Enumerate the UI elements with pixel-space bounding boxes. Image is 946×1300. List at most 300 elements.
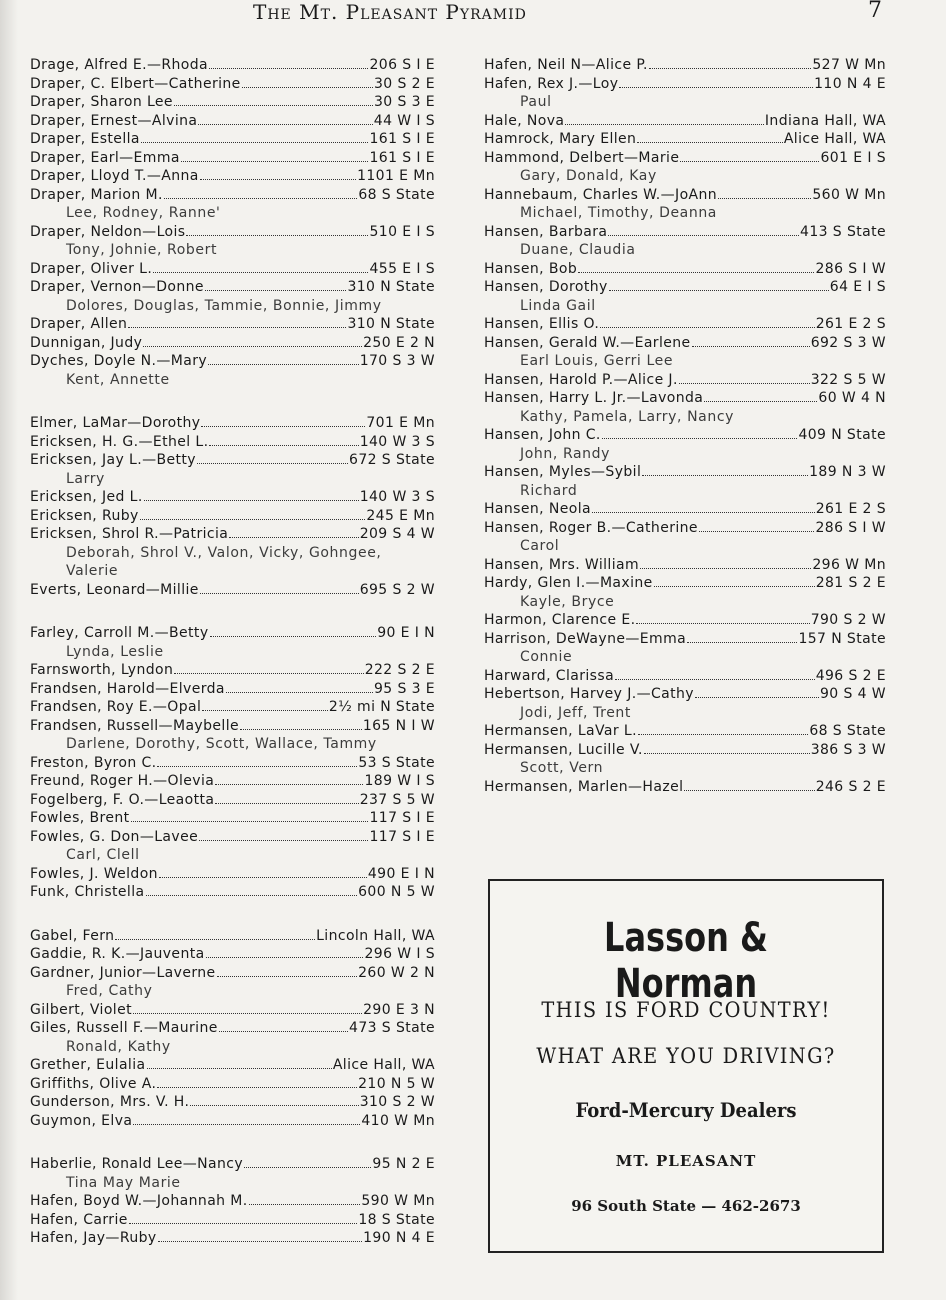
- entry-name: Hermansen, Marlen—Hazel: [484, 778, 684, 795]
- directory-entry: [484, 334, 886, 371]
- entry-line: [30, 1019, 435, 1038]
- entry-address: Alice Hall, WA: [783, 131, 886, 147]
- directory-entry: [30, 581, 435, 600]
- entry-line: [484, 611, 886, 630]
- directory-entry: [30, 1155, 435, 1192]
- entry-line: [30, 352, 435, 371]
- directory-entry: [30, 1075, 435, 1094]
- entry-children: Valerie: [66, 563, 119, 579]
- directory-entry: [30, 488, 435, 507]
- entry-address: 496 S 2 E: [815, 667, 886, 684]
- ad-brand-name: Lasson & Norman: [604, 915, 768, 1007]
- entry-address: 18 S State: [358, 1211, 435, 1228]
- entry-line: [30, 1093, 435, 1112]
- entry-name: Hansen, Neola: [484, 501, 591, 517]
- entry-line: [484, 223, 886, 242]
- leader-dots: [219, 1030, 348, 1032]
- leader-dots: [174, 104, 373, 106]
- leader-dots: [199, 839, 368, 841]
- entry-address: 90 S 4 W: [819, 686, 886, 702]
- page-edge-shadow: [0, 0, 18, 1300]
- entry-name: Dyches, Doyle N.—Mary: [30, 353, 208, 369]
- entry-name: Hafen, Rex J.—Loy: [484, 75, 619, 92]
- leader-dots: [131, 820, 369, 822]
- entry-name: Draper, Sharon Lee: [30, 94, 173, 110]
- entry-address: 209 S 4 W: [359, 526, 435, 542]
- entry-children: Linda Gail: [520, 297, 596, 314]
- directory-entry: [484, 130, 886, 149]
- entry-line: [484, 722, 886, 741]
- directory-entry: [30, 1112, 435, 1131]
- leader-dots: [695, 696, 819, 698]
- leader-dots: [699, 530, 815, 532]
- publication-title: The Mt. Pleasant Pyramid: [253, 0, 527, 24]
- leader-dots: [190, 1104, 358, 1106]
- leader-dots: [202, 709, 328, 711]
- leader-dots: [619, 86, 813, 88]
- entry-name: Guymon, Elva: [30, 1112, 133, 1129]
- entry-address: 189 W I S: [364, 773, 435, 789]
- entry-children: Earl Louis, Gerri Lee: [520, 353, 674, 369]
- leader-dots: [157, 765, 357, 767]
- entry-address: 68 S State: [809, 723, 886, 739]
- entry-address: 189 N 3 W: [809, 464, 886, 480]
- entry-line: [484, 315, 886, 334]
- leader-dots: [206, 956, 364, 958]
- leader-dots: [565, 123, 763, 125]
- entry-line: [30, 488, 435, 507]
- entry-children: Kayle, Bryce: [520, 593, 615, 610]
- entry-address: Indiana Hall, WA: [764, 112, 886, 129]
- entry-address: 455 E I S: [369, 260, 435, 277]
- entry-name: Ericksen, Ruby: [30, 507, 139, 524]
- entry-line: [484, 186, 886, 205]
- leader-dots: [153, 271, 368, 273]
- directory-entry: [30, 167, 435, 186]
- entry-name: Hale, Nova: [484, 112, 565, 129]
- entry-line: [30, 414, 435, 433]
- directory-entry: [30, 223, 435, 260]
- leader-dots: [140, 518, 366, 520]
- directory-entry: [30, 809, 435, 828]
- entry-children: Larry: [66, 470, 105, 487]
- entry-line: [30, 149, 435, 168]
- entry-address: 2½ mi N State: [328, 699, 435, 715]
- entry-name: Hansen, Harry L. Jr.—Lavonda: [484, 390, 704, 406]
- entry-name: Gabel, Fern: [30, 927, 115, 944]
- leader-dots: [600, 326, 814, 328]
- entry-name: Hafen, Carrie: [30, 1211, 128, 1228]
- ad-dealers: Ford-Mercury Dealers: [575, 1098, 797, 1122]
- advertisement: [488, 879, 884, 1253]
- entry-name: Giles, Russell F.—Maurine: [30, 1020, 218, 1036]
- entry-line: [30, 315, 435, 334]
- entry-address: 692 S 3 W: [810, 334, 886, 351]
- directory-entry: [30, 927, 435, 946]
- entry-address: 206 S I E: [369, 57, 435, 73]
- entry-line: [30, 927, 435, 946]
- entry-name: Hansen, Bob: [484, 260, 578, 277]
- entry-line: [30, 809, 435, 828]
- entry-name: Hansen, Roger B.—Catherine: [484, 519, 698, 536]
- entry-name: Hafen, Boyd W.—Johannah M.: [30, 1193, 248, 1209]
- entry-address: 560 W Mn: [812, 186, 886, 203]
- entry-line: [30, 883, 435, 902]
- directory-entry: [484, 556, 886, 575]
- leader-dots: [640, 567, 811, 569]
- directory-entry: [30, 945, 435, 964]
- entry-address: 246 S 2 E: [815, 778, 886, 795]
- entry-address: 68 S State: [358, 186, 435, 203]
- directory-entry: [30, 315, 435, 334]
- leader-dots: [200, 592, 359, 594]
- entry-line: [30, 433, 435, 452]
- entry-address: 30 S 3 E: [373, 94, 435, 110]
- entry-name: Harmon, Clarence E.: [484, 612, 636, 628]
- entry-children: Richard: [520, 482, 578, 499]
- entry-address: 210 N 5 W: [358, 1075, 435, 1092]
- leader-dots: [147, 1067, 332, 1069]
- entry-name: Ericksen, Jay L.—Betty: [30, 452, 196, 468]
- entry-address: 490 E I N: [367, 865, 435, 882]
- directory-entry: [30, 56, 435, 75]
- entry-children: Dolores, Douglas, Tammie, Bonnie, Jimmy: [66, 297, 382, 314]
- entry-name: Draper, Neldon—Lois: [30, 223, 186, 240]
- entry-children: Duane, Claudia: [520, 242, 636, 258]
- entry-line: [30, 772, 435, 791]
- entry-name: Fowles, G. Don—Lavee: [30, 828, 199, 845]
- right-column: [484, 56, 886, 796]
- entry-address: 386 S 3 W: [810, 741, 886, 758]
- entry-name: Hardy, Glen I.—Maxine: [484, 575, 653, 591]
- leader-dots: [680, 160, 819, 162]
- entry-name: Harward, Clarissa: [484, 667, 615, 684]
- entry-name: Draper, Earl—Emma: [30, 149, 180, 166]
- entry-children: Gary, Donald, Kay: [520, 168, 657, 184]
- entry-children: Lynda, Leslie: [66, 643, 164, 660]
- entry-address: 117 S I E: [369, 828, 435, 845]
- entry-address: 60 W 4 N: [818, 390, 886, 406]
- directory-entry: [484, 389, 886, 426]
- entry-line: [484, 667, 886, 686]
- leader-dots: [133, 1012, 362, 1014]
- entry-name: Dunnigan, Judy: [30, 334, 143, 351]
- entry-address: 95 N 2 E: [372, 1156, 435, 1172]
- entry-address: 161 S I E: [369, 149, 435, 166]
- entry-name: Griffiths, Olive A.: [30, 1075, 157, 1092]
- entry-address: 190 N 4 E: [363, 1230, 435, 1246]
- directory-entry: [484, 741, 886, 778]
- entry-address: 600 N 5 W: [358, 884, 435, 900]
- entry-line: [484, 149, 886, 168]
- directory-entry: [30, 1192, 435, 1211]
- entry-line: [30, 75, 435, 94]
- directory-entry: [30, 791, 435, 810]
- leader-dots: [208, 363, 359, 365]
- entry-address: 117 S I E: [369, 810, 435, 826]
- leader-dots: [141, 141, 369, 143]
- directory-entry: [30, 1019, 435, 1056]
- directory-entry: [30, 754, 435, 773]
- entry-line: [30, 791, 435, 810]
- entry-address: 590 W Mn: [361, 1193, 435, 1209]
- directory-entry: [484, 500, 886, 519]
- entry-line: [484, 426, 886, 445]
- entry-name: Draper, Lloyd T.—Anna: [30, 168, 199, 184]
- entry-line: [484, 75, 886, 94]
- entry-line: [30, 624, 435, 643]
- entry-line: [484, 278, 886, 297]
- entry-children: Paul: [520, 94, 552, 110]
- entry-children: Kathy, Pamela, Larry, Nancy: [520, 408, 735, 425]
- leader-dots: [229, 536, 358, 538]
- entry-address: 281 S 2 E: [815, 575, 886, 591]
- entry-name: Draper, Marion M.: [30, 186, 163, 203]
- entry-name: Haberlie, Ronald Lee—Nancy: [30, 1156, 244, 1172]
- entry-name: Hansen, Gerald W.—Earlene: [484, 334, 691, 351]
- directory-entry: [30, 964, 435, 1001]
- leader-dots: [144, 499, 359, 501]
- entry-address: 286 S I W: [815, 519, 886, 536]
- entry-name: Fowles, J. Weldon: [30, 865, 158, 882]
- entry-line: [30, 130, 435, 149]
- entry-address: 30 S 2 E: [373, 75, 435, 92]
- directory-entry: [30, 1211, 435, 1230]
- directory-entry: [484, 630, 886, 667]
- entry-children: Tony, Johnie, Robert: [66, 242, 218, 258]
- entry-children: Tina May Marie: [66, 1174, 181, 1191]
- entry-line: [30, 223, 435, 242]
- entry-name: Frandsen, Harold—Elverda: [30, 680, 225, 697]
- leader-dots: [210, 635, 377, 637]
- directory-entry: [484, 112, 886, 131]
- directory-entry: [484, 519, 886, 556]
- directory-entry: [30, 828, 435, 865]
- entry-name: Freston, Byron C.: [30, 754, 157, 771]
- entry-name: Harrison, DeWayne—Emma: [484, 630, 687, 647]
- entry-name: Hafen, Neil N—Alice P.: [484, 57, 648, 73]
- entry-name: Hansen, Harold P.—Alice J.: [484, 371, 678, 388]
- entry-name: Hamrock, Mary Ellen: [484, 131, 637, 147]
- entry-children: Fred, Cathy: [66, 983, 153, 999]
- entry-name: Funk, Christella: [30, 884, 145, 900]
- leader-dots: [217, 975, 358, 977]
- directory-entry: [30, 661, 435, 680]
- entry-address: 44 W I S: [373, 112, 435, 129]
- leader-dots: [226, 691, 373, 693]
- entry-address: 165 N I W: [362, 717, 435, 734]
- leader-dots: [654, 585, 815, 587]
- entry-line: [30, 1001, 435, 1020]
- leader-dots: [684, 789, 814, 791]
- entry-line: [30, 698, 435, 717]
- directory-entry: [30, 883, 435, 902]
- leader-dots: [679, 382, 810, 384]
- directory-entry: [484, 186, 886, 223]
- directory-entry: [484, 278, 886, 315]
- leader-dots: [615, 678, 815, 680]
- leader-dots: [181, 160, 369, 162]
- directory-entry: [30, 865, 435, 884]
- entry-address: 222 S 2 E: [364, 662, 435, 678]
- directory-entry: [30, 186, 435, 223]
- entry-address: 695 S 2 W: [359, 581, 435, 598]
- entry-address: 310 N State: [347, 316, 435, 332]
- entry-line: [484, 112, 886, 131]
- directory-entry: [30, 433, 435, 452]
- leader-dots: [128, 326, 346, 328]
- directory-entry: [30, 93, 435, 112]
- entry-line: [484, 463, 886, 482]
- directory-entry: [30, 130, 435, 149]
- directory-entry: [30, 149, 435, 168]
- entry-name: Hafen, Jay—Ruby: [30, 1230, 157, 1246]
- entry-name: Ericksen, Shrol R.—Patricia: [30, 526, 229, 542]
- directory-entry: [30, 352, 435, 389]
- entry-address: Alice Hall, WA: [332, 1057, 435, 1073]
- directory-entry: [30, 112, 435, 131]
- entry-address: 409 N State: [798, 427, 886, 443]
- leader-dots: [636, 622, 809, 624]
- section-gap: [30, 902, 435, 927]
- leader-dots: [242, 86, 373, 88]
- entry-address: 53 S State: [358, 754, 435, 771]
- leader-dots: [209, 67, 368, 69]
- entry-name: Gilbert, Violet: [30, 1001, 132, 1018]
- directory-entry: [30, 507, 435, 526]
- entry-line: [30, 661, 435, 680]
- entry-line: [484, 685, 886, 704]
- entry-line: [484, 260, 886, 279]
- leader-dots: [649, 67, 812, 69]
- directory-entry: [30, 525, 435, 581]
- entry-children: Ronald, Kathy: [66, 1038, 171, 1055]
- entry-line: [484, 556, 886, 575]
- directory-entry: [484, 667, 886, 686]
- section-gap: [30, 389, 435, 414]
- leader-dots: [608, 234, 799, 236]
- entry-line: [30, 1056, 435, 1075]
- entry-address: 261 E 2 S: [815, 501, 886, 517]
- entry-children: Lee, Rodney, Ranne': [66, 205, 221, 221]
- leader-dots: [209, 444, 358, 446]
- ad-address: 96 South State — 462-2673: [571, 1197, 801, 1215]
- entry-address: 170 S 3 W: [359, 353, 435, 369]
- entry-children: Deborah, Shrol V., Valon, Vicky, Gohngee,: [66, 544, 382, 561]
- leader-dots: [609, 289, 829, 291]
- directory-entry: [30, 1001, 435, 1020]
- entry-address: 296 W I S: [364, 946, 435, 962]
- entry-children: Darlene, Dorothy, Scott, Wallace, Tammy: [66, 736, 377, 752]
- entry-address: Lincoln Hall, WA: [316, 927, 435, 944]
- entry-address: 140 W 3 S: [359, 489, 435, 505]
- entry-name: Gunderson, Mrs. V. H.: [30, 1094, 190, 1110]
- leader-dots: [201, 425, 365, 427]
- entry-address: 410 W Mn: [361, 1112, 435, 1129]
- entry-address: 95 S 3 E: [373, 680, 435, 697]
- entry-children: Carol: [520, 538, 560, 554]
- leader-dots: [197, 462, 348, 464]
- directory-entry: [30, 334, 435, 353]
- leader-dots: [244, 1166, 371, 1168]
- page-number: 7: [868, 0, 882, 23]
- section-gap: [30, 599, 435, 624]
- entry-name: Fowles, Brent: [30, 810, 130, 826]
- leader-dots: [164, 197, 358, 199]
- entry-line: [484, 574, 886, 593]
- entry-name: Freund, Roger H.—Olevia: [30, 773, 215, 789]
- entry-line: [484, 334, 886, 353]
- leader-dots: [692, 345, 810, 347]
- leader-dots: [205, 289, 347, 291]
- leader-dots: [198, 123, 372, 125]
- leader-dots: [129, 1222, 358, 1224]
- entry-address: 286 S I W: [815, 260, 886, 277]
- leader-dots: [602, 437, 798, 439]
- entry-address: 601 E I S: [820, 149, 886, 166]
- directory-entry: [30, 717, 435, 754]
- entry-address: 64 E I S: [829, 279, 886, 295]
- leader-dots: [215, 783, 363, 785]
- page-header: [0, 0, 946, 30]
- leader-dots: [249, 1203, 361, 1205]
- entry-name: Hermansen, Lucille V.: [484, 741, 643, 758]
- entry-name: Ericksen, H. G.—Ethel L.: [30, 433, 209, 450]
- entry-address: 510 E I S: [369, 223, 435, 240]
- leader-dots: [143, 345, 362, 347]
- entry-address: 250 E 2 N: [363, 334, 435, 351]
- entry-address: 322 S 5 W: [810, 371, 886, 388]
- entry-name: Fogelberg, F. O.—Leaotta: [30, 791, 215, 808]
- entry-address: 413 S State: [800, 223, 886, 240]
- directory-entry: [30, 680, 435, 699]
- directory-entry: [30, 75, 435, 94]
- entry-name: Grether, Eulalia: [30, 1057, 146, 1073]
- entry-line: [30, 525, 435, 544]
- entry-line: [484, 389, 886, 408]
- ad-town: MT. PLEASANT: [615, 1152, 757, 1170]
- entry-name: Draper, Estella: [30, 131, 140, 147]
- directory-entry: [30, 1229, 435, 1248]
- entry-name: Hansen, Mrs. William: [484, 556, 639, 573]
- entry-children: Michael, Timothy, Deanna: [520, 205, 717, 221]
- leader-dots: [159, 876, 367, 878]
- entry-children: John, Randy: [520, 445, 610, 462]
- entry-line: [30, 93, 435, 112]
- entry-name: Draper, Oliver L.: [30, 260, 153, 277]
- leader-dots: [115, 938, 315, 940]
- directory-entry: [30, 1093, 435, 1112]
- entry-name: Frandsen, Russell—Maybelle: [30, 717, 239, 734]
- entry-line: [484, 56, 886, 75]
- leader-dots: [638, 733, 808, 735]
- leader-dots: [215, 802, 358, 804]
- entry-name: Draper, Ernest—Alvina: [30, 112, 198, 129]
- entry-line: [30, 945, 435, 964]
- entry-line: [30, 1075, 435, 1094]
- entry-line: [484, 371, 886, 390]
- entry-line: [30, 112, 435, 131]
- entry-name: Hannebaum, Charles W.—JoAnn: [484, 186, 718, 203]
- entry-line: [30, 964, 435, 983]
- entry-line: [30, 1192, 435, 1211]
- leader-dots: [718, 197, 811, 199]
- entry-line: [484, 130, 886, 149]
- directory-entry: [484, 56, 886, 75]
- entry-address: 261 E 2 S: [815, 316, 886, 332]
- entry-address: 527 W Mn: [812, 57, 886, 73]
- entry-address: 672 S State: [349, 452, 435, 468]
